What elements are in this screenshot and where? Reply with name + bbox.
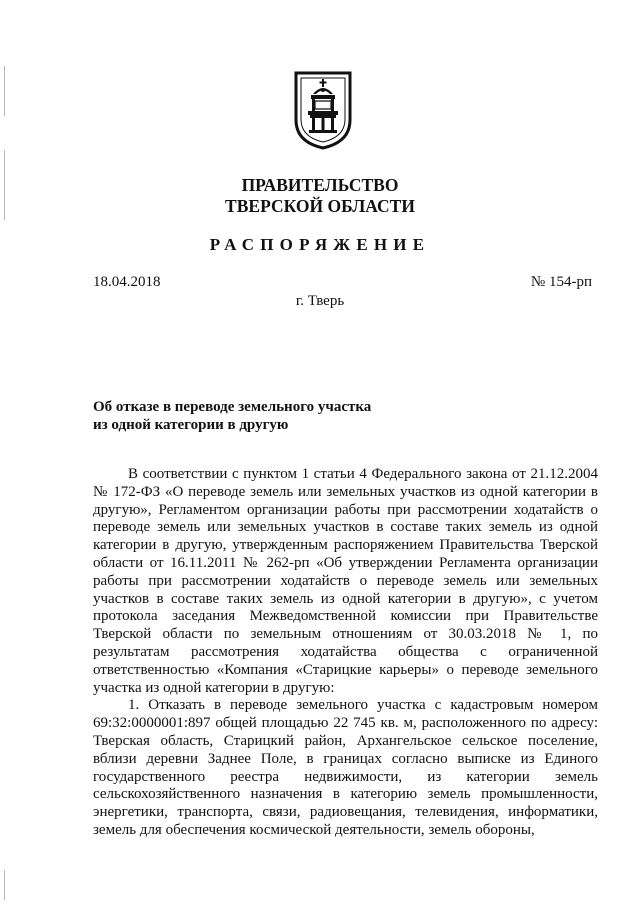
document-type-title: РАСПОРЯЖЕНИЕ: [209, 235, 431, 254]
scan-edge-mark: [4, 66, 5, 116]
document-subject: [93, 398, 371, 434]
subject-line2: из одной категории в другую: [93, 417, 289, 433]
document-number: № 154-рп: [530, 274, 592, 290]
body-paragraph-clause-1: 1. Отказать в переводе земельного участка с кадастровым номером 69:32:0000001:897 общей площадью 22 745 кв. м, расположенного по адресу: Тверская область, Старицкий район, Архангельское сельское поселение, вблизи деревни Заднее Поле, в границах согласно выписке из Единого государственного реестра недвижимости, из категории земель сельскохозяйственного назначения в категорию земель промышленности, энергетики, транспорта, связи, радиовещания, телевидения, информатики, земель для обеспечения космической деятельности, земель обороны,: [93, 697, 598, 838]
tver-coat-of-arms-icon: [293, 70, 353, 150]
document-date: 18.04.2018: [93, 274, 161, 290]
document-city: г. Тверь: [295, 293, 345, 309]
scan-edge-mark: [4, 870, 5, 900]
government-name-line1: ПРАВИТЕЛЬСТВО: [241, 175, 399, 195]
government-name-line2: ТВЕРСКОЙ ОБЛАСТИ: [225, 196, 415, 216]
body-paragraph-preamble: В соответствии с пунктом 1 статьи 4 Федерального закона от 21.12.2004 № 172-ФЗ «О переводе земель или земельных участков из одной категории в другую», Регламентом организации работы при рассмотрении ходатайств о переводе земель или земельных участков в составе таких земель из одной категории в другую, утвержденным распоряжением Правительства Тверской области от 16.11.2011 № 262-рп «Об утверждении Регламента организации работы при рассмотрении ходатайств о переводе земель или земельных участков в составе таких земель из одной категории в другую», с учетом протокола заседания Межведомственной комиссии при Правительстве Тверской области по земельным отношениям от 30.03.2018 № 1, по результатам рассмотрения ходатайства общества с ограниченной ответственностью «Компания «Старицкие карьеры» о переводе земельного участка из одной категории в другую:: [93, 466, 598, 696]
subject-line1: Об отказе в переводе земельного участка: [93, 399, 372, 415]
document-body: [93, 466, 598, 840]
